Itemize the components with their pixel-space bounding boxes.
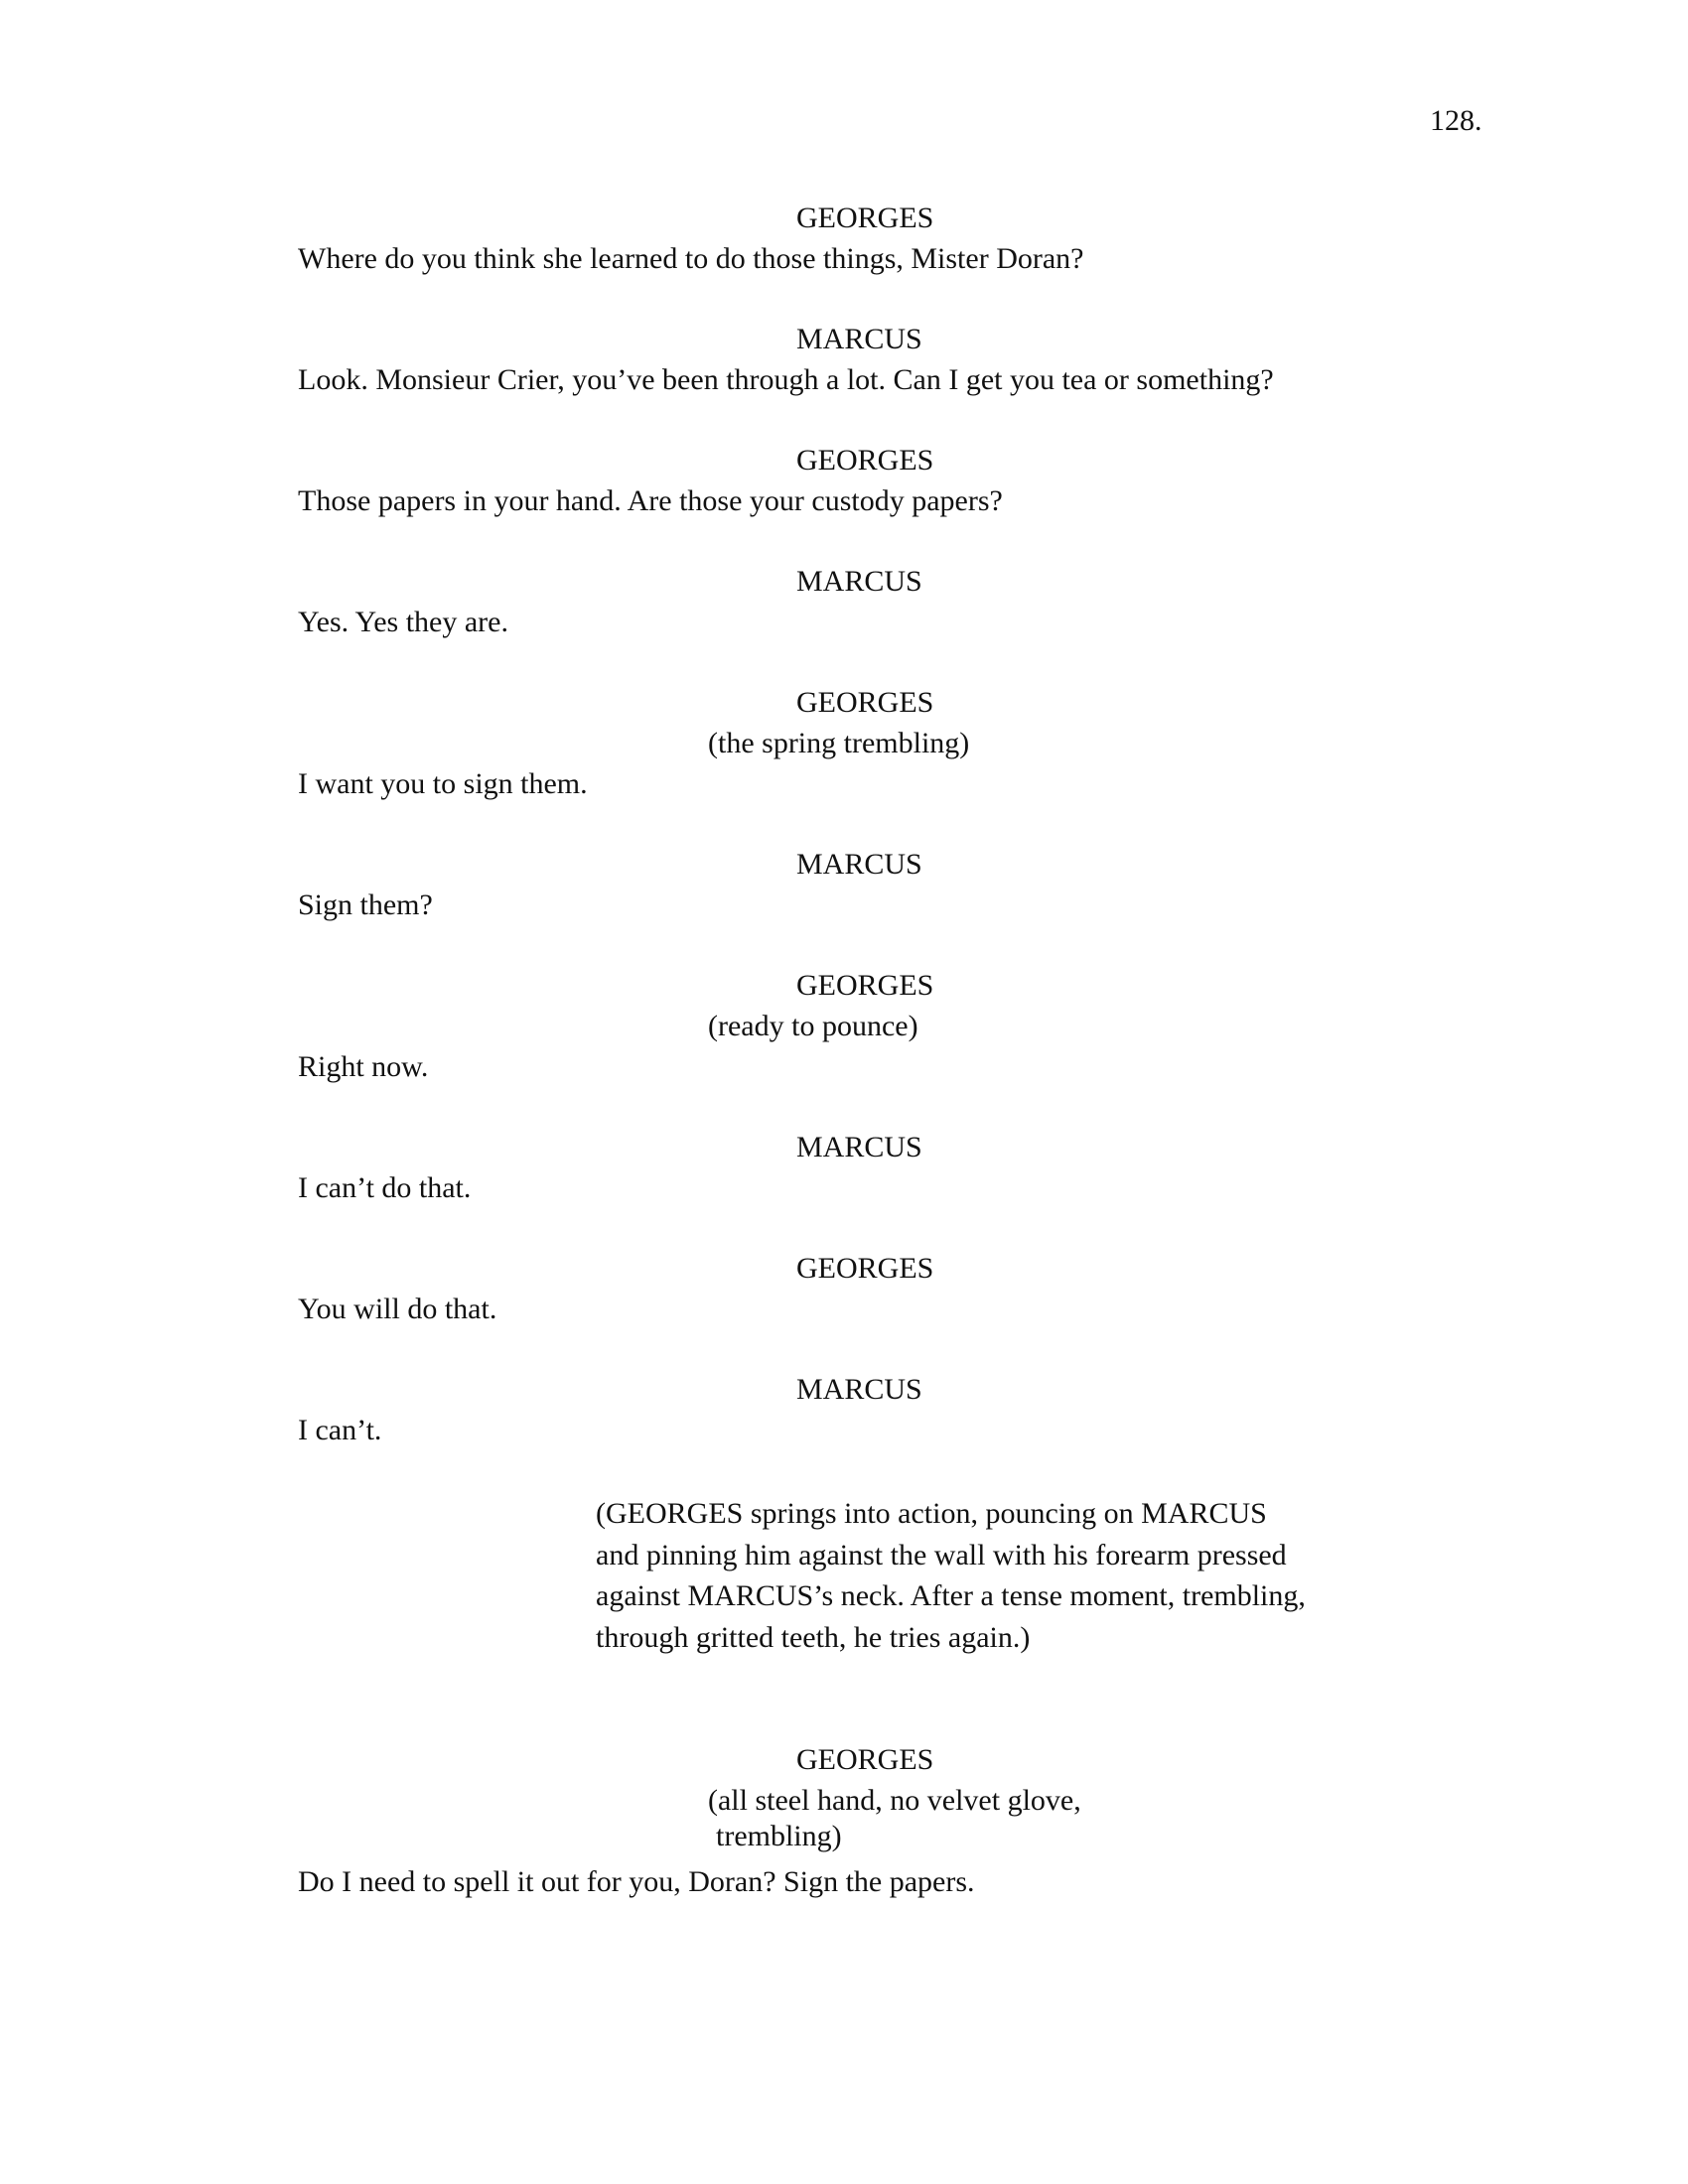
- character-cue: GEORGES: [796, 1252, 934, 1285]
- character-cue: MARCUS: [796, 323, 922, 355]
- parenthetical-line: trembling): [716, 1820, 842, 1852]
- parenthetical: [708, 1783, 1081, 1854]
- dialogue-line: I can’t do that.: [298, 1171, 472, 1204]
- character-cue: GEORGES: [796, 444, 934, 477]
- page-number: 128.: [1430, 104, 1482, 137]
- dialogue-line: Where do you think she learned to do those things, Mister Doran?: [298, 242, 1084, 275]
- character-cue: MARCUS: [796, 1373, 922, 1406]
- parenthetical: (ready to pounce): [708, 1010, 918, 1042]
- character-cue: MARCUS: [796, 1131, 922, 1163]
- dialogue-line: Look. Monsieur Crier, you’ve been through a lot. Can I get you tea or something?: [298, 363, 1274, 396]
- dialogue-line: Sign them?: [298, 888, 433, 921]
- stage-direction: (GEORGES springs into action, pouncing on MARCUS and pinning him against the wall with his forearm pressed against MARCUS’s neck. After a tense moment, trembling, through gritted teeth, he tries again.): [596, 1497, 1306, 1654]
- character-cue: GEORGES: [796, 202, 934, 234]
- character-cue: GEORGES: [796, 686, 934, 719]
- dialogue-line: Do I need to spell it out for you, Doran? Sign the papers.: [298, 1865, 975, 1898]
- parenthetical: (the spring trembling): [708, 727, 970, 759]
- dialogue-line: You will do that.: [298, 1293, 497, 1325]
- character-cue: GEORGES: [796, 969, 934, 1002]
- character-cue: MARCUS: [796, 848, 922, 881]
- dialogue-line: I can’t.: [298, 1414, 382, 1446]
- dialogue-line: I want you to sign them.: [298, 767, 588, 800]
- character-cue: MARCUS: [796, 565, 922, 598]
- dialogue-line: Right now.: [298, 1050, 429, 1083]
- parenthetical-line: (all steel hand, no velvet glove,: [708, 1784, 1081, 1817]
- dialogue-line: Those papers in your hand. Are those your custody papers?: [298, 484, 1003, 517]
- character-cue: GEORGES: [796, 1743, 934, 1776]
- dialogue-line: Yes. Yes they are.: [298, 606, 508, 638]
